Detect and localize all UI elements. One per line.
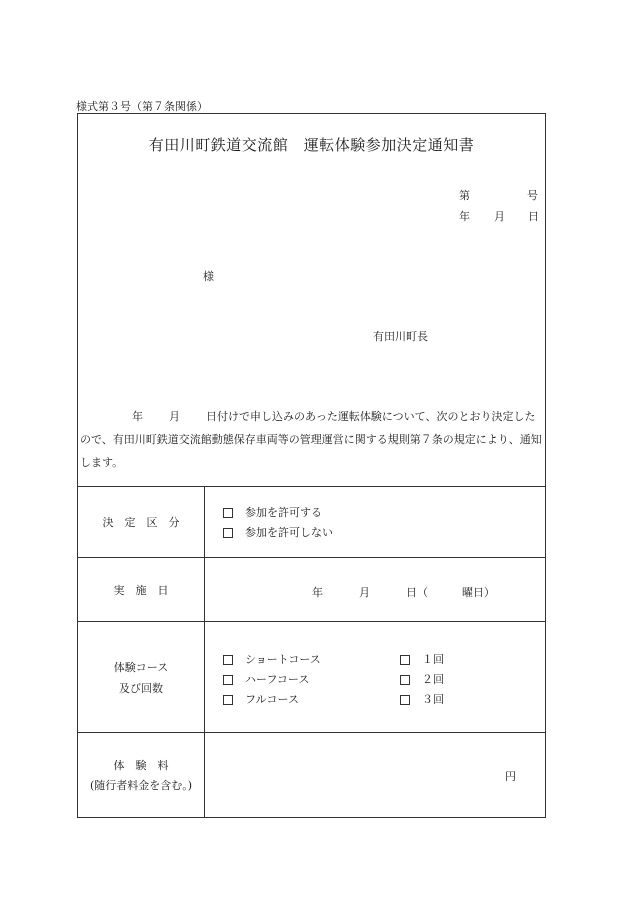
checkbox-icon[interactable] (400, 695, 410, 705)
table-top-rule (78, 486, 545, 487)
notice-body (80, 405, 542, 474)
checkbox-icon[interactable] (223, 655, 233, 665)
notice-frame (77, 113, 546, 818)
course-option-short[interactable]: ショートコース (223, 651, 321, 667)
date-month: 月 (494, 210, 505, 223)
form-number: 様式第３号（第７条関係） (76, 100, 208, 113)
body-month: 月 (169, 410, 180, 423)
checkbox-icon[interactable] (223, 508, 233, 518)
checkbox-icon[interactable] (223, 695, 233, 705)
checkbox-icon[interactable] (400, 675, 410, 685)
issuer-name: 有田川町長 (373, 330, 428, 343)
count-option-1[interactable]: １回 (400, 651, 444, 667)
date-year: 年 (459, 210, 470, 223)
count-option-2[interactable]: ２回 (400, 671, 444, 687)
count-option-3[interactable]: ３回 (400, 691, 444, 707)
fee-unit: 円 (505, 770, 516, 783)
body-year: 年 (132, 410, 143, 423)
fee-label-note: (随行者料金を含む。) (89, 779, 193, 792)
decision-label: 決 定 区 分 (102, 516, 180, 529)
number-label: 第 (459, 189, 470, 202)
row-divider-3 (78, 732, 545, 733)
fee-label: 体 験 料 (113, 759, 169, 772)
decision-option-deny[interactable]: 参加を許可しない (223, 524, 333, 540)
exec-date-weekday: 曜日） (462, 586, 495, 599)
exec-date-year: 年 (312, 586, 323, 599)
column-divider (204, 486, 205, 817)
course-option-full[interactable]: フルコース (223, 691, 299, 707)
course-label-2: 及び回数 (119, 682, 163, 695)
course-label: 体験コース (113, 661, 169, 674)
checkbox-icon[interactable] (223, 528, 233, 538)
row-divider-2 (78, 621, 545, 622)
addressee-suffix: 様 (203, 270, 214, 283)
row-divider-1 (78, 557, 545, 558)
number-suffix: 号 (527, 189, 538, 202)
decision-option-permit[interactable]: 参加を許可する (223, 504, 322, 520)
body-text: 日付けで申し込みのあった運転体験について、次のとおり決定したので、有田川町鉄道交流館動態保存車両等の管理運営に関する規則第７条の規定により、通知します。 (80, 410, 542, 469)
exec-date-month: 月 (359, 586, 370, 599)
exec-date-day: 日（ (406, 586, 428, 599)
checkbox-icon[interactable] (223, 675, 233, 685)
course-option-half[interactable]: ハーフコース (223, 671, 309, 687)
document-title: 有田川町鉄道交流館 運転体験参加決定通知書 (148, 136, 475, 154)
date-label: 実 施 日 (113, 584, 169, 597)
checkbox-icon[interactable] (400, 655, 410, 665)
date-day: 日 (528, 210, 539, 223)
